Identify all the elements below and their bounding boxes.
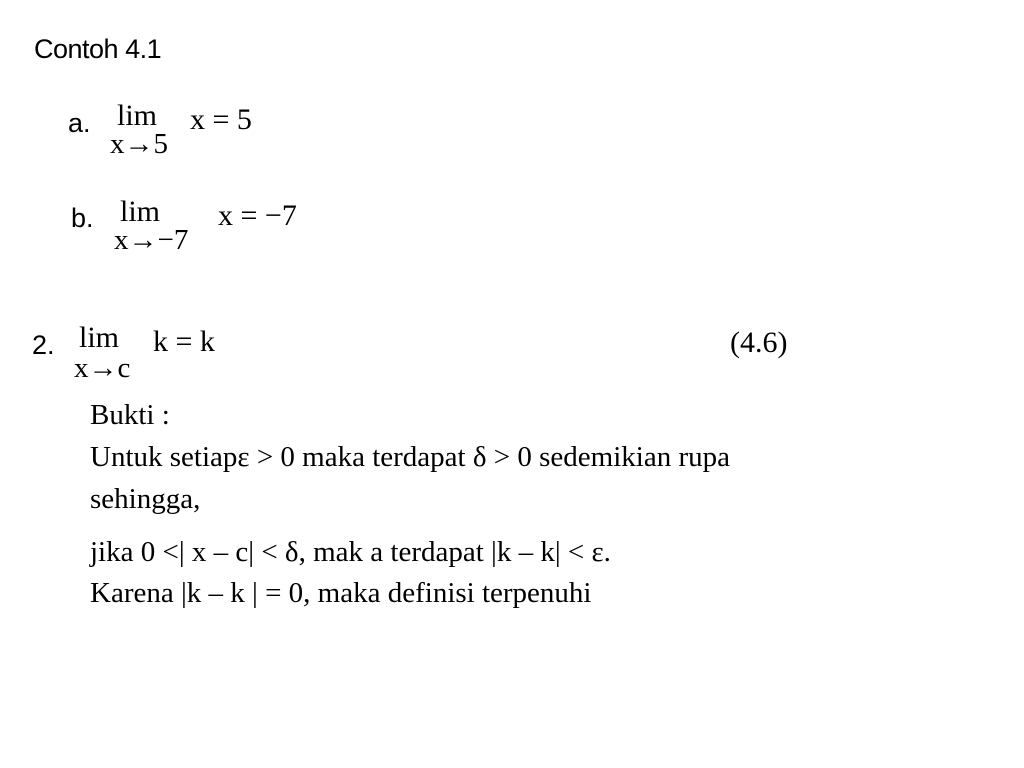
proof-line-1: Untuk setiapε > 0 maka terdapat δ > 0 sedemikian rupa [90,441,730,473]
equation-number: (4.6) [730,326,788,359]
proof-line-4: Karena |k – k | = 0, maka definisi terpenuhi [90,577,592,609]
item-2-limit-subscript: x→c [74,352,131,384]
item-a-limit-subscript: x→5 [110,128,168,160]
item-2-expression: k = k [153,325,215,358]
item-2-label: 2. [32,330,55,360]
proof-line-3: jika 0 <| x – c| < δ, mak a terdapat |k – k| < ε. [90,536,611,568]
item-2-lim: lim [79,321,120,354]
proof-line-2: sehingga, [90,483,201,515]
item-a-expression: x = 5 [190,103,252,136]
item-b-lim: lim [120,195,161,228]
item-a-label: a. [68,108,91,138]
item-b-limit-subscript: x→−7 [114,224,189,256]
item-a-lim: lim [117,99,158,132]
item-b-label: b. [71,203,94,233]
proof-heading: Bukti : [90,399,170,431]
page-title: Contoh 4.1 [34,34,162,64]
item-b-expression: x = −7 [218,199,297,232]
